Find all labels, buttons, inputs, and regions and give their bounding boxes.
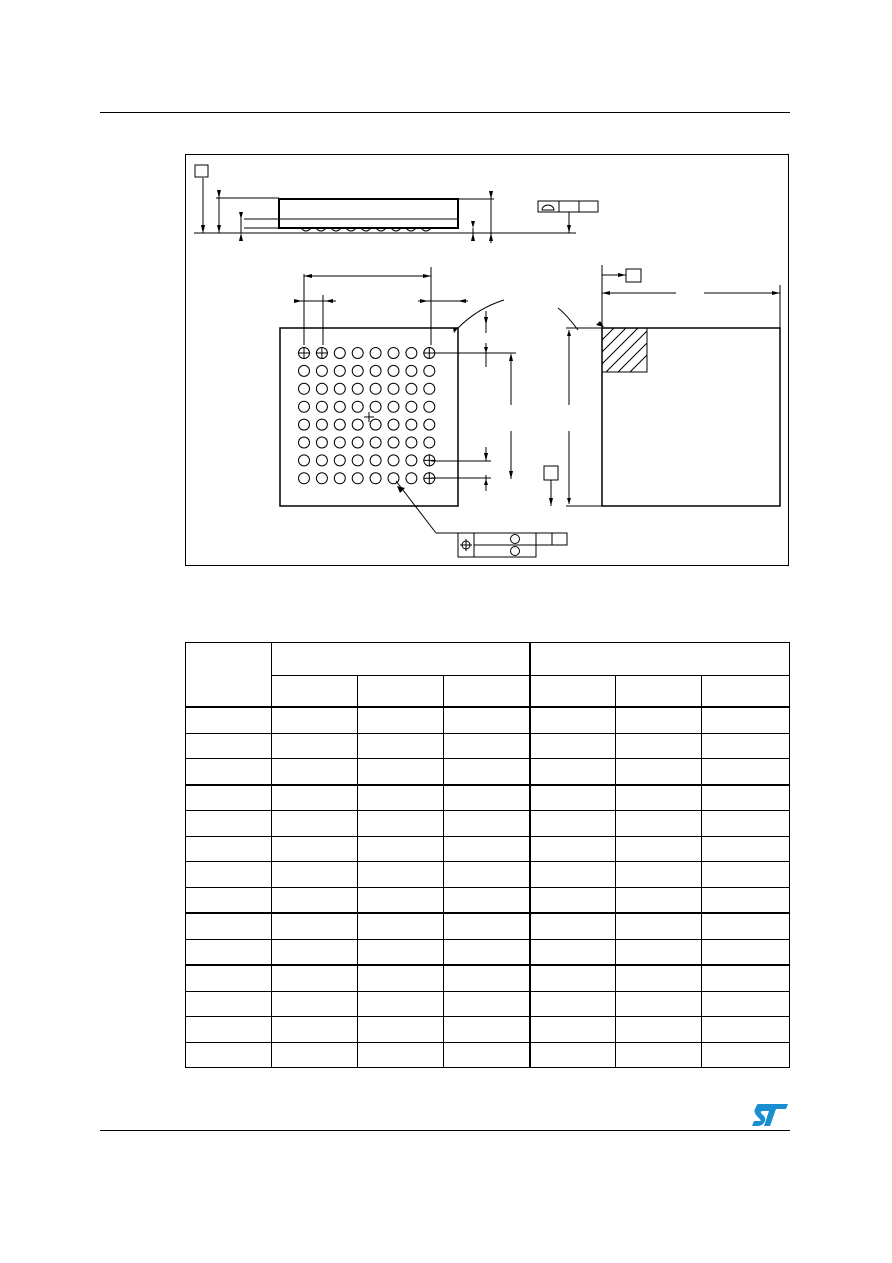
table-cell	[444, 707, 530, 733]
table-cell	[616, 939, 702, 965]
table-cell	[186, 785, 272, 811]
ball	[299, 437, 310, 448]
ball	[334, 473, 345, 484]
table-cell	[358, 733, 444, 759]
table-cell	[702, 707, 790, 733]
table-row	[186, 939, 790, 965]
ball	[388, 473, 399, 484]
table-cell	[444, 965, 530, 991]
header-group-1	[272, 643, 530, 676]
table-row	[186, 759, 790, 785]
table-cell	[272, 836, 358, 862]
table-cell	[444, 785, 530, 811]
ball	[424, 437, 435, 448]
table-cell	[358, 1042, 444, 1068]
table-row	[186, 1042, 790, 1068]
table-cell	[444, 733, 530, 759]
table-cell	[530, 785, 616, 811]
table-cell	[616, 965, 702, 991]
table-cell	[616, 785, 702, 811]
table-cell	[616, 1042, 702, 1068]
ball	[299, 455, 310, 466]
ball	[316, 365, 327, 376]
table-cell	[186, 707, 272, 733]
table-cell	[186, 836, 272, 862]
table-cell	[530, 836, 616, 862]
flatness-icon	[542, 205, 554, 210]
ball	[388, 383, 399, 394]
table-header-row-1	[186, 643, 790, 676]
ball	[352, 455, 363, 466]
table-cell	[444, 913, 530, 939]
ball	[352, 473, 363, 484]
ball	[352, 419, 363, 430]
ball	[370, 383, 381, 394]
table-cell	[530, 1017, 616, 1043]
table-cell	[616, 862, 702, 888]
table-cell	[186, 913, 272, 939]
ball	[352, 383, 363, 394]
ball	[370, 419, 381, 430]
header-group-2	[530, 643, 790, 676]
table-cell	[530, 862, 616, 888]
table-cell	[530, 733, 616, 759]
table-cell	[444, 1042, 530, 1068]
table-cell	[616, 913, 702, 939]
package-drawing	[185, 154, 789, 566]
ball	[406, 383, 417, 394]
table-cell	[616, 707, 702, 733]
ball	[316, 419, 327, 430]
table-cell	[358, 887, 444, 913]
table-cell	[358, 965, 444, 991]
table-row	[186, 887, 790, 913]
table-cell	[702, 759, 790, 785]
ball	[352, 365, 363, 376]
ball	[299, 401, 310, 412]
ball	[352, 348, 363, 359]
table-cell	[702, 939, 790, 965]
ball	[370, 348, 381, 359]
table-row	[186, 707, 790, 733]
header-max-1	[444, 676, 530, 708]
ball	[370, 473, 381, 484]
table-row	[186, 836, 790, 862]
table-cell	[358, 707, 444, 733]
table-cell	[530, 759, 616, 785]
ball	[406, 365, 417, 376]
table-cell	[272, 939, 358, 965]
table-cell	[186, 1042, 272, 1068]
ball	[316, 383, 327, 394]
table-cell	[358, 759, 444, 785]
table-row	[186, 913, 790, 939]
table-cell	[616, 887, 702, 913]
table-row	[186, 862, 790, 888]
ball	[299, 365, 310, 376]
table-cell	[444, 836, 530, 862]
table-cell	[444, 1017, 530, 1043]
table-row	[186, 965, 790, 991]
table-cell	[530, 707, 616, 733]
ball	[316, 437, 327, 448]
table-cell	[444, 759, 530, 785]
table-cell	[616, 836, 702, 862]
table-cell	[272, 887, 358, 913]
ball	[299, 383, 310, 394]
table-cell	[358, 862, 444, 888]
table-cell	[358, 836, 444, 862]
table-cell	[186, 1017, 272, 1043]
table-cell	[702, 1017, 790, 1043]
table-header-row-2	[186, 676, 790, 708]
ball	[316, 455, 327, 466]
table-cell	[358, 785, 444, 811]
table-cell	[530, 887, 616, 913]
header-typ-1	[358, 676, 444, 708]
ball	[316, 401, 327, 412]
ball	[334, 401, 345, 412]
ball	[388, 437, 399, 448]
table-cell	[186, 759, 272, 785]
table-cell	[358, 939, 444, 965]
table-cell	[702, 913, 790, 939]
top-view-body	[602, 328, 780, 506]
table-cell	[272, 862, 358, 888]
ball	[334, 419, 345, 430]
header-rule	[100, 112, 790, 113]
table-cell	[186, 939, 272, 965]
table-cell	[186, 862, 272, 888]
table-row	[186, 733, 790, 759]
table-cell	[272, 785, 358, 811]
table-cell	[616, 759, 702, 785]
ball	[352, 401, 363, 412]
ball	[370, 365, 381, 376]
table-cell	[186, 887, 272, 913]
corner-leader	[558, 308, 578, 330]
header-min-1	[272, 676, 358, 708]
table-cell	[358, 1017, 444, 1043]
table-cell	[530, 811, 616, 837]
ball	[334, 383, 345, 394]
table-cell	[358, 811, 444, 837]
ball	[334, 437, 345, 448]
ball	[316, 473, 327, 484]
table-cell	[702, 785, 790, 811]
header-min-2	[530, 676, 616, 708]
ball	[424, 365, 435, 376]
package-outline-svg	[186, 155, 790, 567]
ball	[299, 419, 310, 430]
st-logo-icon	[752, 1102, 790, 1128]
header-symbol-cell	[186, 643, 272, 708]
table-cell	[616, 991, 702, 1017]
ball	[424, 383, 435, 394]
ball	[406, 455, 417, 466]
ball	[388, 348, 399, 359]
package-side-body	[279, 199, 458, 228]
ball	[370, 455, 381, 466]
table-cell	[272, 991, 358, 1017]
table-cell	[530, 913, 616, 939]
ball	[352, 437, 363, 448]
ball	[370, 401, 381, 412]
ball	[299, 473, 310, 484]
ball-grid	[298, 347, 435, 484]
table-row	[186, 785, 790, 811]
table-cell	[272, 733, 358, 759]
table-cell	[702, 991, 790, 1017]
table-cell	[272, 965, 358, 991]
table-cell	[530, 1042, 616, 1068]
table-cell	[272, 1042, 358, 1068]
header-typ-2	[616, 676, 702, 708]
table-cell	[186, 811, 272, 837]
table-cell	[272, 811, 358, 837]
table-cell	[358, 991, 444, 1017]
pin1-leader	[458, 300, 504, 328]
ball	[406, 419, 417, 430]
ball	[406, 348, 417, 359]
table-cell	[702, 862, 790, 888]
dimensions-table	[185, 642, 790, 1068]
ball	[334, 365, 345, 376]
datum-box	[195, 165, 208, 177]
ball	[406, 473, 417, 484]
table-cell	[702, 887, 790, 913]
table-body	[186, 707, 790, 1068]
table-cell	[272, 913, 358, 939]
table-cell	[616, 811, 702, 837]
ball	[388, 401, 399, 412]
table-cell	[444, 862, 530, 888]
table-row	[186, 1017, 790, 1043]
table-cell	[530, 965, 616, 991]
table-row	[186, 811, 790, 837]
table-cell	[186, 965, 272, 991]
table-cell	[702, 965, 790, 991]
table-cell	[616, 1017, 702, 1043]
table-cell	[444, 991, 530, 1017]
table-cell	[272, 759, 358, 785]
table-cell	[272, 707, 358, 733]
ball	[388, 419, 399, 430]
table-cell	[444, 887, 530, 913]
table-cell	[530, 991, 616, 1017]
table-cell	[702, 811, 790, 837]
header-max-2	[702, 676, 790, 708]
ball	[388, 455, 399, 466]
table-cell	[358, 913, 444, 939]
table-cell	[702, 1042, 790, 1068]
ball	[424, 401, 435, 412]
ball	[424, 419, 435, 430]
datum-box-c	[544, 466, 558, 480]
arrowheads	[201, 190, 780, 506]
datum-box-b	[626, 269, 641, 282]
table-cell	[616, 733, 702, 759]
table-cell	[186, 991, 272, 1017]
table-cell	[444, 811, 530, 837]
ball	[334, 455, 345, 466]
table-row	[186, 991, 790, 1017]
ball	[370, 437, 381, 448]
table-cell	[444, 939, 530, 965]
ball	[406, 401, 417, 412]
ball	[406, 437, 417, 448]
table-cell	[702, 733, 790, 759]
table-cell	[702, 836, 790, 862]
table-cell	[272, 1017, 358, 1043]
table-cell	[530, 939, 616, 965]
ball	[334, 348, 345, 359]
ball	[388, 365, 399, 376]
table-cell	[186, 733, 272, 759]
footer-rule	[100, 1130, 790, 1131]
